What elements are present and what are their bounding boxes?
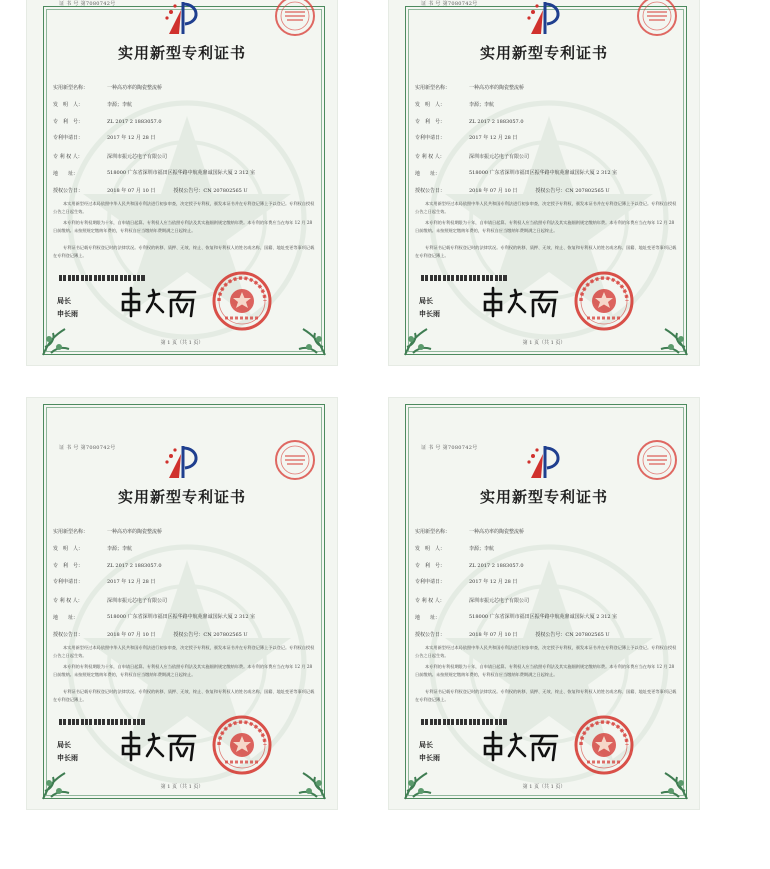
patent-certificate: [389, 398, 699, 809]
corner-ornament-icon: [287, 317, 327, 357]
certificate-paragraph: 本实用新型经过本局依照中华人民共和国专利法进行初步审查，决定授予专利权，颁发本证书并在专利登记簿上予以登记。专利权自授权公告之日起生效。: [53, 201, 315, 214]
field-address: [415, 170, 689, 177]
certificate-paragraph: 专利证书记载专利权登记时的法律状况。专利权的转移、质押、无效、终止、恢复和专利权人的姓名或名称、国籍、地址变更等事项记载在专利登记簿上。: [415, 245, 677, 258]
field-patentee: [53, 597, 167, 604]
field-utility-model-name: [415, 528, 524, 535]
field-patent-number: [415, 118, 524, 125]
field-value: 深圳市振元芯电子有限公司: [469, 598, 530, 604]
field-patentee: [53, 153, 167, 160]
field-label: 专 利 号：: [415, 563, 446, 569]
official-red-seal-icon: [573, 270, 635, 332]
field-value: 2017 年 12 月 28 日: [469, 135, 518, 141]
patent-office-logo-icon: [159, 0, 205, 42]
field-label: 发 明 人：: [53, 102, 84, 108]
field-value: 一种高功率的陶瓷整流桥: [107, 85, 163, 91]
field-value: ZL 2017 2 1883057.0: [107, 563, 162, 569]
barcode-icon: [421, 719, 507, 725]
page-number: 第 1 页（共 1 页）: [160, 340, 204, 346]
certificate-paragraph: 专利证书记载专利权登记时的法律状况。专利权的转移、质押、无效、终止、恢复和专利权人的姓名或名称、国籍、地址变更等事项记载在专利登记簿上。: [53, 245, 315, 258]
patent-certificate: [27, 0, 337, 365]
field-label: 实用新型名称：: [415, 529, 451, 535]
field-label: 专 利 权 人：: [53, 154, 83, 160]
field-value: 518000 广东省深圳市福田区振华路中航苑鼎诚国际大厦 2 312 室: [107, 614, 256, 620]
director-title: 局长: [419, 740, 433, 749]
certificate-paragraph: 专利证书记载专利权登记时的法律状况。专利权的转移、质押、无效、终止、恢复和专利权人的姓名或名称、国籍、地址变更等事项记载在专利登记簿上。: [53, 689, 315, 702]
certificate-title: 实用新型专利证书: [117, 44, 246, 62]
field-inventor: [53, 545, 132, 552]
certificate-number: 证 书 号 第7080742号: [421, 1, 478, 7]
barcode-icon: [59, 719, 145, 725]
field-inventor: [415, 545, 494, 552]
certificate-title: 实用新型专利证书: [117, 488, 246, 506]
field-value: 2017 年 12 月 28 日: [107, 135, 156, 141]
field-application-date: [415, 134, 517, 141]
field-label: 实用新型名称：: [415, 85, 451, 91]
field-value: 2018 年 07 月 10 日: [107, 188, 156, 194]
certificate-paragraph: 本专利的专利权期限为十年，自申请日起算。专利权人应当依照专利法及其实施细则规定缴纳年费。本专利的年费应当在每年 12 月 28 日前缴纳。未按照规定缴纳年费的，专利权自应当缴纳年费期满之日起终止。: [53, 220, 313, 233]
director-name: 申长雨: [419, 309, 440, 318]
corner-ornament-icon: [403, 317, 443, 357]
field-value: 深圳市振元芯电子有限公司: [107, 154, 168, 160]
field-label: 专 利 权 人：: [53, 598, 83, 604]
field-grant-date: [53, 631, 248, 638]
field-label: 发 明 人：: [53, 546, 84, 552]
field-address: [415, 614, 689, 621]
certificate-paragraph: 本专利的专利权期限为十年，自申请日起算。专利权人应当依照专利法及其实施细则规定缴纳年费。本专利的年费应当在每年 12 月 28 日前缴纳。未按照规定缴纳年费的，专利权自应当缴纳年费期满之日起终止。: [53, 664, 313, 677]
page-number: 第 1 页（共 1 页）: [160, 784, 204, 790]
page-number: 第 1 页（共 1 页）: [522, 340, 566, 346]
patent-office-logo-icon: [521, 442, 567, 486]
field-patentee: [415, 597, 529, 604]
field-value: 2018 年 07 月 10 日: [469, 632, 518, 638]
director-title: 局长: [57, 296, 71, 305]
handwritten-signature-icon: [481, 730, 561, 764]
field-label: 专利申请日：: [415, 579, 446, 585]
field-utility-model-name: [53, 528, 162, 535]
corner-ornament-icon: [649, 761, 689, 801]
field-utility-model-name: [53, 84, 162, 91]
field-label: 发 明 人：: [415, 546, 446, 552]
grant-publication-number: 授权公告号：CN 207802565 U: [535, 632, 610, 638]
field-label: 实用新型名称：: [53, 85, 89, 91]
field-address: [53, 170, 327, 177]
field-label: 专利申请日：: [53, 135, 84, 141]
corner-ornament-icon: [41, 317, 81, 357]
director-title: 局长: [419, 296, 433, 305]
small-red-seal-icon: [635, 0, 679, 38]
field-label: 授权公告日：: [415, 188, 446, 194]
certificate-paragraph: 本实用新型经过本局依照中华人民共和国专利法进行初步审查，决定授予专利权，颁发本证书并在专利登记簿上予以登记。专利权自授权公告之日起生效。: [53, 645, 315, 658]
grant-publication-number: 授权公告号：CN 207802565 U: [173, 632, 248, 638]
field-value: 一种高功率的陶瓷整流桥: [107, 529, 163, 535]
field-value: 518000 广东省深圳市福田区振华路中航苑鼎诚国际大厦 2 312 室: [469, 614, 618, 620]
field-grant-date: [415, 187, 610, 194]
patent-office-logo-icon: [159, 442, 205, 486]
field-value: ZL 2017 2 1883057.0: [469, 119, 524, 125]
field-label: 授权公告日：: [53, 632, 84, 638]
field-label: 专利申请日：: [53, 579, 84, 585]
field-label: 专 利 号：: [53, 563, 84, 569]
certificate-title: 实用新型专利证书: [479, 488, 608, 506]
certificate-paragraph: 本实用新型经过本局依照中华人民共和国专利法进行初步审查，决定授予专利权，颁发本证书并在专利登记簿上予以登记。专利权自授权公告之日起生效。: [415, 645, 677, 658]
field-label: 地 址：: [415, 171, 441, 177]
field-patentee: [415, 153, 529, 160]
patent-certificate: [389, 0, 699, 365]
field-value: 2018 年 07 月 10 日: [107, 632, 156, 638]
corner-ornament-icon: [403, 761, 443, 801]
field-label: 专 利 号：: [53, 119, 84, 125]
patent-office-logo-icon: [521, 0, 567, 42]
field-utility-model-name: [415, 84, 524, 91]
field-label: 授权公告日：: [415, 632, 446, 638]
certificate-number: 证 书 号 第7080742号: [59, 1, 116, 7]
field-label: 专 利 权 人：: [415, 598, 445, 604]
field-label: 发 明 人：: [415, 102, 446, 108]
corner-ornament-icon: [287, 761, 327, 801]
field-patent-number: [53, 562, 162, 569]
certificate-paragraph: 专利证书记载专利权登记时的法律状况。专利权的转移、质押、无效、终止、恢复和专利权人的姓名或名称、国籍、地址变更等事项记载在专利登记簿上。: [415, 689, 677, 702]
field-application-date: [53, 578, 155, 585]
field-grant-date: [53, 187, 248, 194]
field-value: 深圳市振元芯电子有限公司: [107, 598, 168, 604]
field-label: 专 利 号：: [415, 119, 446, 125]
director-title: 局长: [57, 740, 71, 749]
field-value: ZL 2017 2 1883057.0: [469, 563, 524, 569]
certificate-number: 证 书 号 第7080742号: [59, 445, 116, 451]
field-value: 李源；李航: [469, 546, 495, 552]
grant-publication-number: 授权公告号：CN 207802565 U: [535, 188, 610, 194]
field-value: 2017 年 12 月 28 日: [107, 579, 156, 585]
field-value: 李源；李航: [107, 546, 133, 552]
certificate-number: 证 书 号 第7080742号: [421, 445, 478, 451]
page-number: 第 1 页（共 1 页）: [522, 784, 566, 790]
handwritten-signature-icon: [119, 730, 199, 764]
certificate-paragraph: 本专利的专利权期限为十年，自申请日起算。专利权人应当依照专利法及其实施细则规定缴纳年费。本专利的年费应当在每年 12 月 28 日前缴纳。未按照规定缴纳年费的，专利权自应当缴纳年费期满之日起终止。: [415, 664, 675, 677]
field-application-date: [415, 578, 517, 585]
small-red-seal-icon: [273, 438, 317, 482]
handwritten-signature-icon: [481, 286, 561, 320]
field-value: 李源；李航: [107, 102, 133, 108]
grant-publication-number: 授权公告号：CN 207802565 U: [173, 188, 248, 194]
official-red-seal-icon: [211, 270, 273, 332]
field-value: 2017 年 12 月 28 日: [469, 579, 518, 585]
field-patent-number: [53, 118, 162, 125]
patent-certificate: [27, 398, 337, 809]
field-value: ZL 2017 2 1883057.0: [107, 119, 162, 125]
director-name: 申长雨: [57, 753, 78, 762]
barcode-icon: [59, 275, 145, 281]
field-label: 实用新型名称：: [53, 529, 89, 535]
small-red-seal-icon: [273, 0, 317, 38]
barcode-icon: [421, 275, 507, 281]
corner-ornament-icon: [41, 761, 81, 801]
field-application-date: [53, 134, 155, 141]
field-value: 深圳市振元芯电子有限公司: [469, 154, 530, 160]
field-inventor: [415, 101, 494, 108]
field-address: [53, 614, 327, 621]
field-label: 专 利 权 人：: [415, 154, 445, 160]
certificate-paragraph: 本实用新型经过本局依照中华人民共和国专利法进行初步审查，决定授予专利权，颁发本证书并在专利登记簿上予以登记。专利权自授权公告之日起生效。: [415, 201, 677, 214]
field-value: 2018 年 07 月 10 日: [469, 188, 518, 194]
certificate-title: 实用新型专利证书: [479, 44, 608, 62]
certificate-paragraph: 本专利的专利权期限为十年，自申请日起算。专利权人应当依照专利法及其实施细则规定缴纳年费。本专利的年费应当在每年 12 月 28 日前缴纳。未按照规定缴纳年费的，专利权自应当缴纳年费期满之日起终止。: [415, 220, 675, 233]
small-red-seal-icon: [635, 438, 679, 482]
field-inventor: [53, 101, 132, 108]
field-label: 授权公告日：: [53, 188, 84, 194]
field-grant-date: [415, 631, 610, 638]
field-label: 地 址：: [53, 171, 79, 177]
field-label: 专利申请日：: [415, 135, 446, 141]
field-label: 地 址：: [53, 615, 79, 621]
field-value: 一种高功率的陶瓷整流桥: [469, 85, 525, 91]
corner-ornament-icon: [649, 317, 689, 357]
field-value: 518000 广东省深圳市福田区振华路中航苑鼎诚国际大厦 2 312 室: [469, 170, 618, 176]
field-value: 李源；李航: [469, 102, 495, 108]
director-name: 申长雨: [57, 309, 78, 318]
official-red-seal-icon: [211, 714, 273, 776]
director-name: 申长雨: [419, 753, 440, 762]
field-patent-number: [415, 562, 524, 569]
field-value: 518000 广东省深圳市福田区振华路中航苑鼎诚国际大厦 2 312 室: [107, 170, 256, 176]
handwritten-signature-icon: [119, 286, 199, 320]
field-value: 一种高功率的陶瓷整流桥: [469, 529, 525, 535]
field-label: 地 址：: [415, 615, 441, 621]
official-red-seal-icon: [573, 714, 635, 776]
